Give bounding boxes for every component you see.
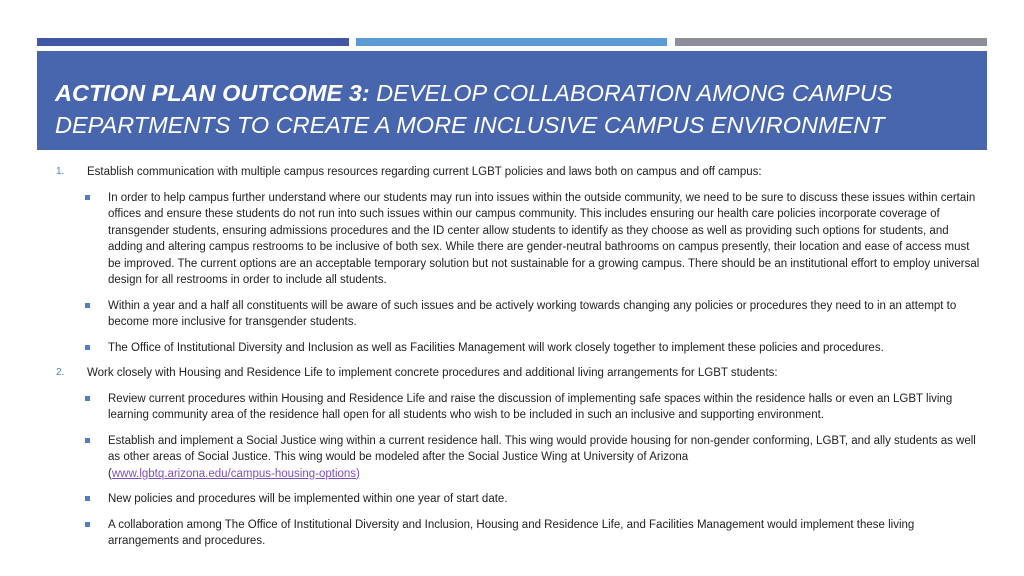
sub-bullet-1-2	[56, 298, 981, 331]
sub-bullet-text: Review current procedures within Housing and Residence Life and raise the discussion of implementing safe spaces within the residence halls or even an LGBT living learning community area of the residence hall open for all students who wish to be included in such an inclusive and supporting environment.	[108, 392, 953, 421]
item-text: Work closely with Housing and Residence Life to implement concrete procedures and additional living arrangements for LGBT students:	[87, 367, 778, 379]
title-banner	[37, 51, 987, 150]
item-number: 2.	[56, 367, 65, 378]
item-number: 1.	[56, 166, 65, 177]
slide-title-rest: DEVELOP COLLABORATION AMONG CAMPUS DEPARTMENTS TO CREATE A MORE INCLUSIVE CAMPUS ENVIRONMENT	[55, 80, 893, 138]
sub-bullet-text: In order to help campus further understand where our students may run into issues within the outside community, we need to be sure to discuss these issues within certain offices and ensure these students do not run into such issues within our campus community. This includes ensuring our health care policies incorporate coverage of transgender students, ensuring admissions procedures and the ID center allow students to identify as they choose as well as providing such options for students, and adding and altering campus restrooms to be inclusive of both sex. While there are gender-neutral bathrooms on campus presently, their location and ease of access must be improved. The current options are an acceptable temporary solution but not sustainable for a growing campus. There should be an institutional effort to employ universal design for all restrooms in order to include all students.	[108, 191, 980, 286]
numbered-item-1	[56, 164, 981, 181]
decorative-top-bars	[37, 38, 987, 46]
arizona-housing-link[interactable]: www.lgbtq.arizona.edu/campus-housing-options)	[111, 467, 360, 480]
sub-bullet-2-4	[56, 517, 981, 550]
square-bullet-icon	[85, 522, 90, 527]
link-open-paren: (	[108, 467, 112, 480]
sub-bullet-1-1	[56, 190, 981, 289]
square-bullet-icon	[85, 303, 90, 308]
sub-bullet-1-3	[56, 340, 981, 357]
square-bullet-icon	[85, 195, 90, 200]
sub-bullet-2-3	[56, 491, 981, 508]
square-bullet-icon	[85, 438, 90, 443]
top-bar-gray	[675, 38, 987, 46]
sub-bullet-2-2	[56, 433, 981, 483]
sub-bullet-text: The Office of Institutional Diversity and Inclusion as well as Facilities Management will work closely together to implement these policies and procedures.	[108, 341, 884, 354]
slide-title	[55, 77, 969, 141]
top-bar-dark-blue	[37, 38, 349, 46]
square-bullet-icon	[85, 345, 90, 350]
slide-content	[56, 164, 981, 550]
square-bullet-icon	[85, 496, 90, 501]
sub-bullet-text: Within a year and a half all constituents will be aware of such issues and be actively working towards changing any policies or procedures they need to in an attempt to become more inclusive for transgender students.	[108, 299, 957, 328]
top-bar-light-blue	[356, 38, 667, 46]
slide-title-lead: ACTION PLAN OUTCOME 3:	[55, 80, 370, 106]
sub-bullet-text: A collaboration among The Office of Institutional Diversity and Inclusion, Housing and Residence Life, and Facilities Management would implement these living arrangements and procedures.	[108, 518, 915, 547]
numbered-item-2	[56, 365, 981, 382]
square-bullet-icon	[85, 396, 90, 401]
sub-bullet-text: New policies and procedures will be implemented within one year of start date.	[108, 493, 508, 505]
item-text: Establish communication with multiple campus resources regarding current LGBT policies and laws both on campus and off campus:	[87, 166, 762, 178]
sub-bullet-2-1	[56, 391, 981, 424]
sub-bullet-text: Establish and implement a Social Justice wing within a current residence hall. This wing would provide housing for non-gender conforming, LGBT, and ally students as well as other areas of Social Justice. This wing would be modeled after the Social Justice Wing at University of Arizona	[108, 434, 976, 463]
